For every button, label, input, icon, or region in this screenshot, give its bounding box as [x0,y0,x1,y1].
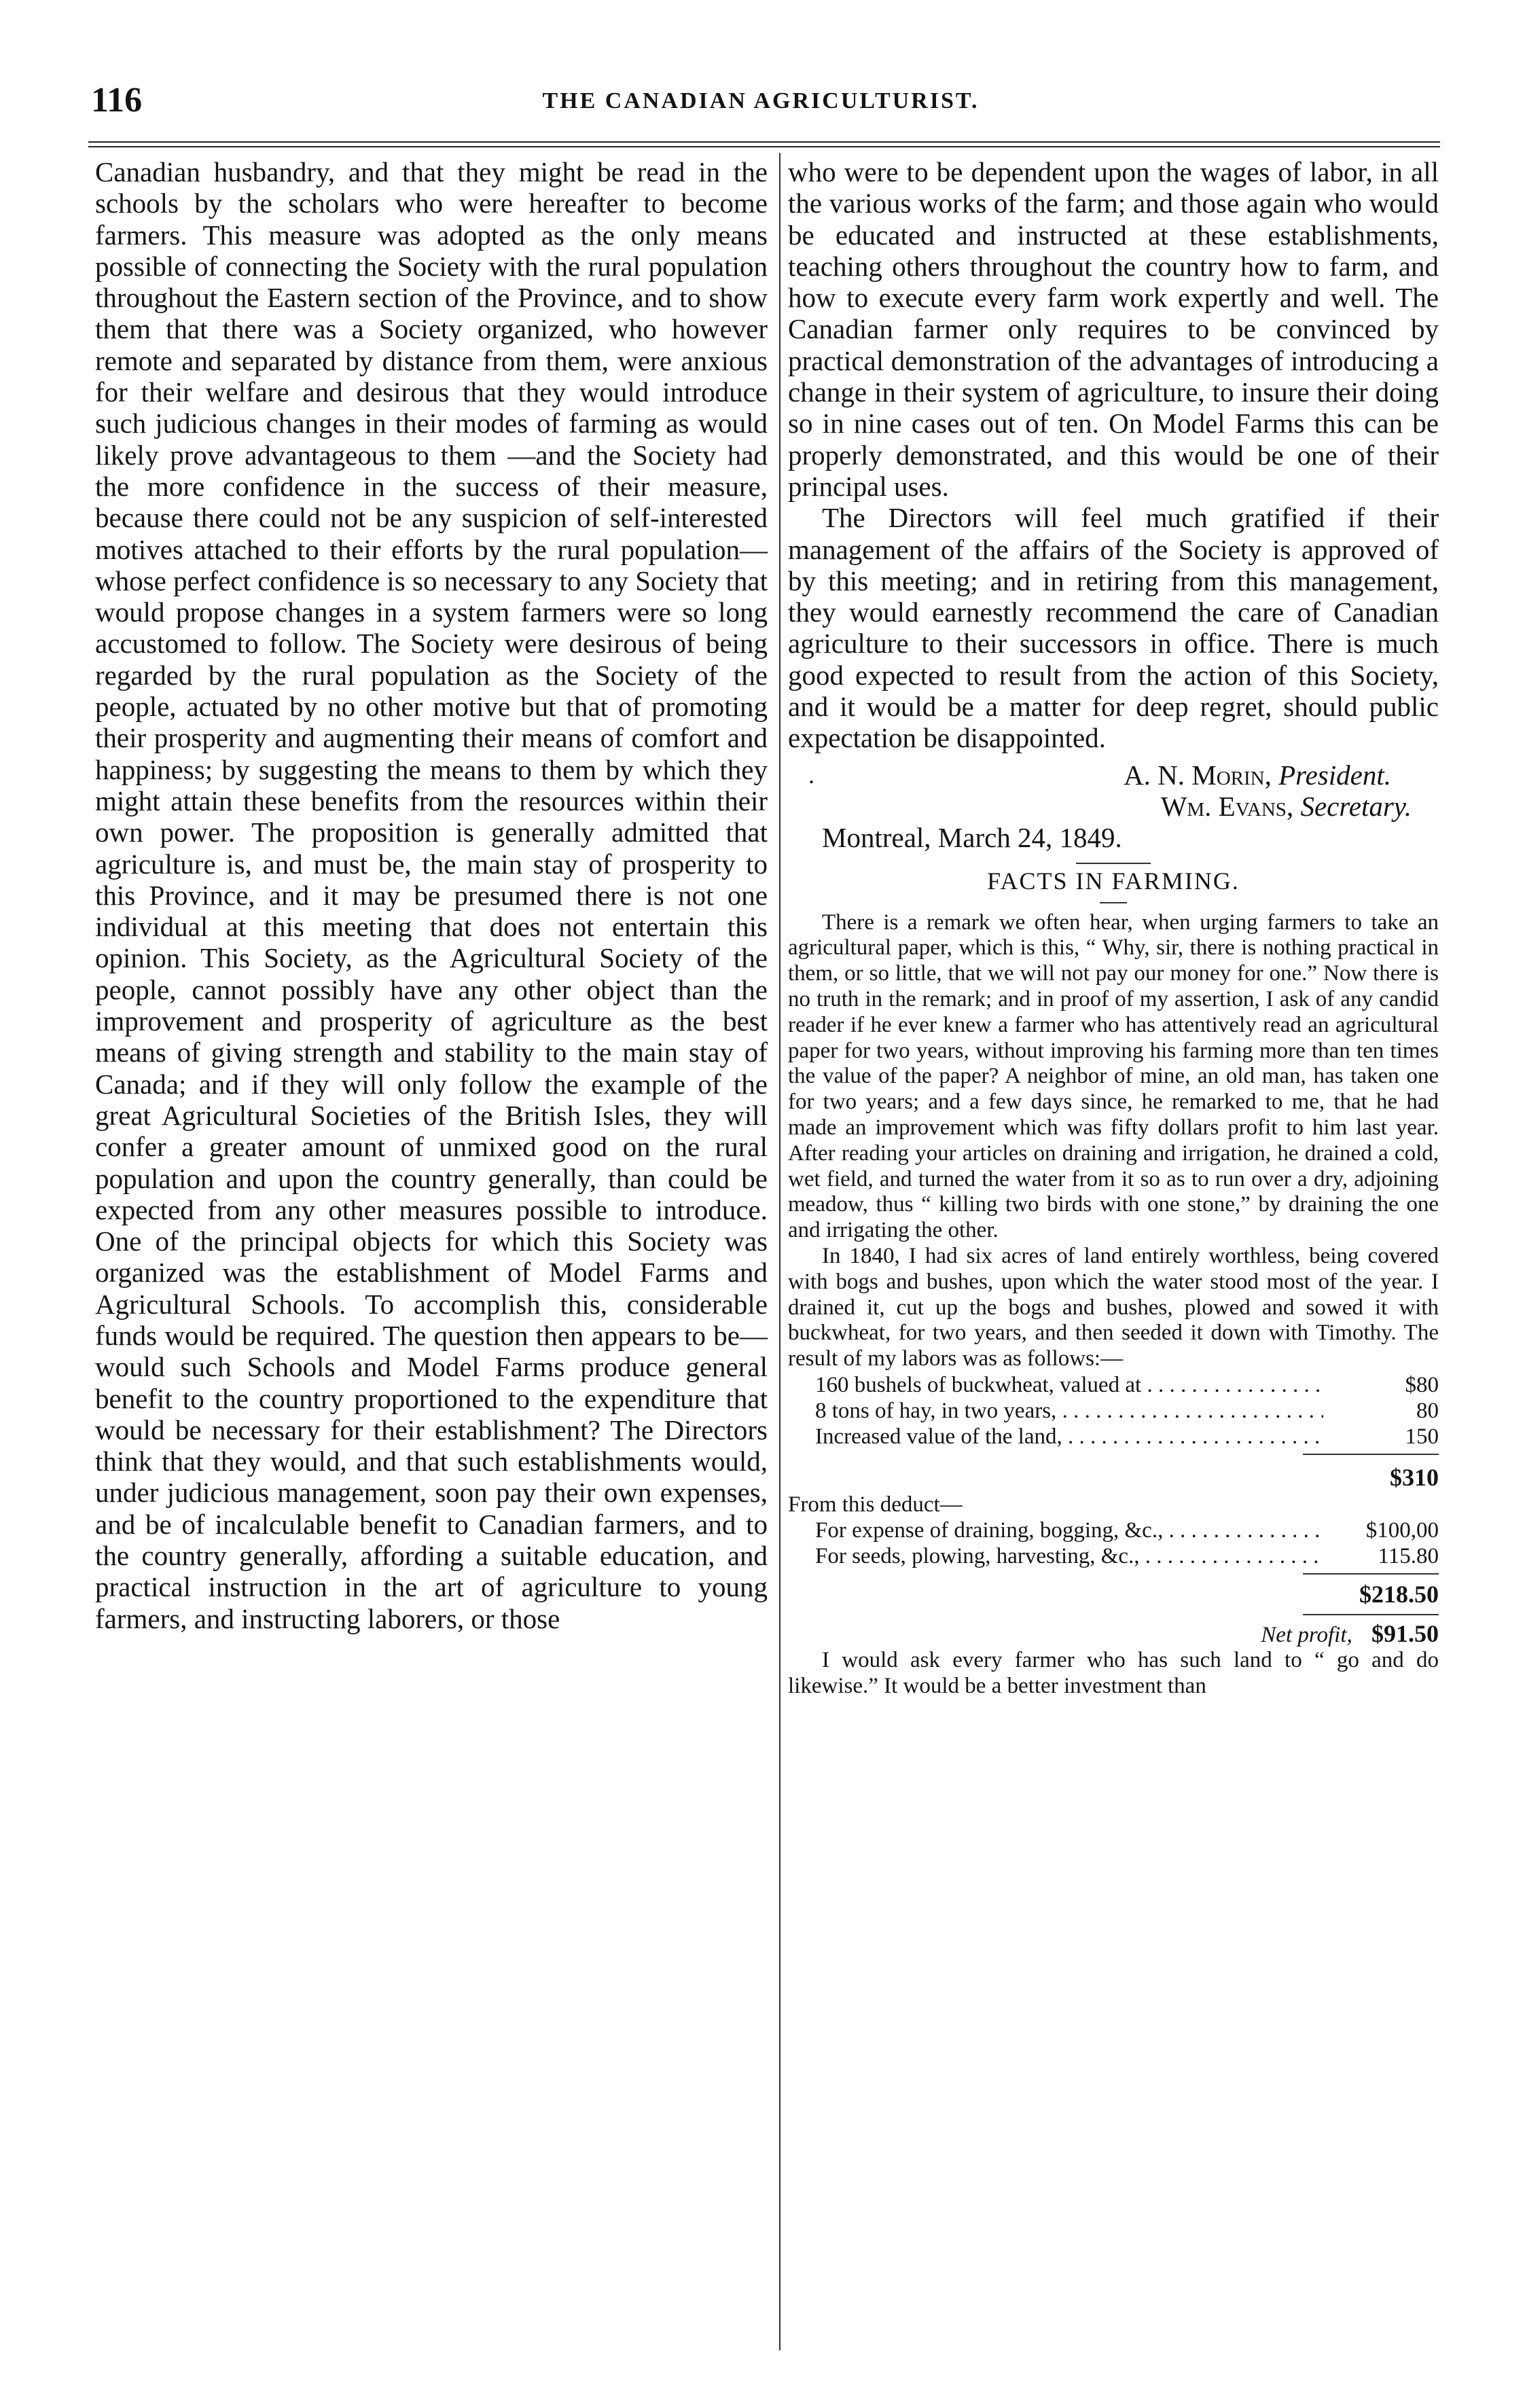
net-profit-label: Net profit, [1261,1622,1352,1647]
left-column-paragraph: Canadian husbandry, and that they might be read in the schools by the scholars who were hereafter to become farmers. This measure was adopted as the only means possible of connecting the Society with the rural population throughout the Eastern section of the Province, and to show them that there was a Society organized, who however remote and separated by distance from them, were anxious for their welfare and desirous that they would introduce such judicious changes in their modes of farming as would likely prove advantageous to them —and the Society had the more confidence in the success of their measure, because there could not be any suspicion of self-interested motives attached to their efforts by the rural population—whose perfect confidence is so necessary to any Society that would propose changes in a system farmers were so long accustomed to follow. The Society were desirous of being regarded by the rural population as the Society of the people, actuated by no other motive but that of promoting their prosperity and augmenting their means of comfort and happiness; by suggesting the means to them by which they might attain these benefits from the resources within their own power. The proposition is generally admitted that agriculture is, and must be, the main stay of prosperity to this Province, and it may be presumed there is not one individual at this meeting that does not entertain this opinion. This Society, as the Agricultural Society of the people, cannot possibly have any other object than the improvement and prosperity of agriculture as the best means of giving strength and stability to the main stay of Canada; and if they will only follow the example of the great Agricultural Societies of the British Isles, they will confer a greater amount of unmixed good on the rural population and upon the country generally, than could be expected from any other measures possible to introduce. One of the principal objects for which this Society was organized was the establishment of Model Farms and Agricultural Schools. To accomplish this, considerable funds would be required. The question then appears to be—would such Schools and Model Farms produce general benefit to the country proportioned to the expenditure that would be necessary for their establishment? The Directors think that they would, and that such establishments would, under judicious management, soon pay their own expenses, and be of incalculable benefit to Canadian farmers, and to the country generally, affording a suitable education, and practical instruction in the art of agriculture to young farmers, and instructing laborers, or those [95,156,768,1634]
secretary-signature [788,791,1439,822]
secretary-name: Wm. Evans, [1160,790,1294,822]
running-title: THE CANADIAN AGRICULTURIST. [542,88,980,113]
president-title: President. [1278,759,1391,791]
stray-mark: . [808,761,814,789]
account-amount: $80 [1405,1372,1439,1397]
deduction-label: For expense of draining, bogging, &c., [815,1517,1164,1543]
deduction-amount: 115.80 [1378,1543,1439,1568]
column-divider [779,153,781,2350]
account-amount: 80 [1416,1398,1439,1423]
deduct-heading: From this deduct— [788,1492,963,1517]
president-signature [788,759,1439,791]
secretary-title: Secretary. [1300,790,1412,822]
deduct-total: $218.50 [1359,1580,1439,1608]
section-rule-small [1100,902,1127,903]
continuation-paragraph: who were to be dependent upon the wages of labor, in all the various works of the farm; and those again who would be educated and instructed at these establishments, teaching others throughout the country how to farm, and how to execute every farm work expertly and well. The Canadian farmer only requires to be convinced by practical demonstration of the advantages of introducing a change in their system of agriculture, to insure their doing so in nine cases out of ten. On Model Farms this can be properly demonstrated, and this would be one of their principal uses. [788,156,1439,502]
account-row [788,1424,1439,1450]
place-date: Montreal, March 24, 1849. [822,821,1122,853]
sum-rule [1303,1614,1439,1615]
sum-rule [1303,1454,1439,1455]
account-label: 8 tons of hay, in two years, [815,1398,1057,1423]
closing-paragraph: I would ask every farmer who has such land to “ go and do likewise.” It would be a better investment than [788,1647,1439,1698]
account-label: Increased value of the land, [815,1424,1062,1449]
account-row [788,1372,1439,1398]
facts-paragraph-1: There is a remark we often hear, when urging farmers to take an agricultural paper, which is this, “ Why, sir, there is nothing practical in them, or so little, that we will not pay our money for one.” Now there is no truth in the remark; and in proof of my assertion, I ask of any candid reader if he ever knew a farmer who has attentively read an agricultural paper for two years, without improving his farming more than ten times the value of the paper? A neighbor of mine, an old man, has taken one for two years; and a few days since, he remarked to me, that he had made an improvement which was fifty dollars profit to him last year. After reading your articles on draining and irrigation, he drained a cold, wet field, and turned the water from it so as to run over a dry, adjoining meadow, thus “ killing two birds with one stone,” by draining the one and irrigating the other. [788,910,1439,1243]
facts-paragraph-2: In 1840, I had six acres of land entirely worthless, being covered with bogs and bushes, upon which the water stood most of the year. I drained it, cut up the bogs and bushes, plowed and sowed it with buckwheat, for two years, and then seeded it down with Timothy. The result of my labors was as follows:— [788,1244,1439,1371]
left-column [95,156,768,1634]
sum-rule [1303,1573,1439,1575]
net-profit-line [788,1621,1439,1648]
section-rule [1076,863,1151,864]
account-label: 160 bushels of buckwheat, valued at [815,1372,1142,1397]
net-profit-amount: $91.50 [1371,1619,1439,1647]
page-header [75,80,1447,128]
deduction-row [788,1543,1439,1569]
directors-paragraph: The Directors will feel much gratified if their management of the affairs of the Society is approved of by this meeting; and in retiring from this management, they would earnestly recommend the care of Canadian agriculture to their successors in office. There is much good expected to result from the action of this Society, and it would be a matter for deep regret, should public expectation be disappointed. [788,502,1439,754]
deduction-row [788,1517,1439,1543]
right-column [788,156,1439,1700]
account-amount: 150 [1405,1424,1439,1449]
section-title: FACTS IN FARMING. [987,867,1240,895]
deduction-label: For seeds, plowing, harvesting, &c., [815,1543,1140,1568]
header-rule [88,141,1440,147]
president-name: A. N. Morin, [1124,759,1272,791]
income-total: $310 [1390,1463,1439,1491]
deduction-amount: $100,00 [1365,1517,1439,1543]
page-number: 116 [91,81,143,120]
signature-block [788,759,1439,853]
account-row [788,1398,1439,1424]
profit-account [788,1372,1439,1648]
